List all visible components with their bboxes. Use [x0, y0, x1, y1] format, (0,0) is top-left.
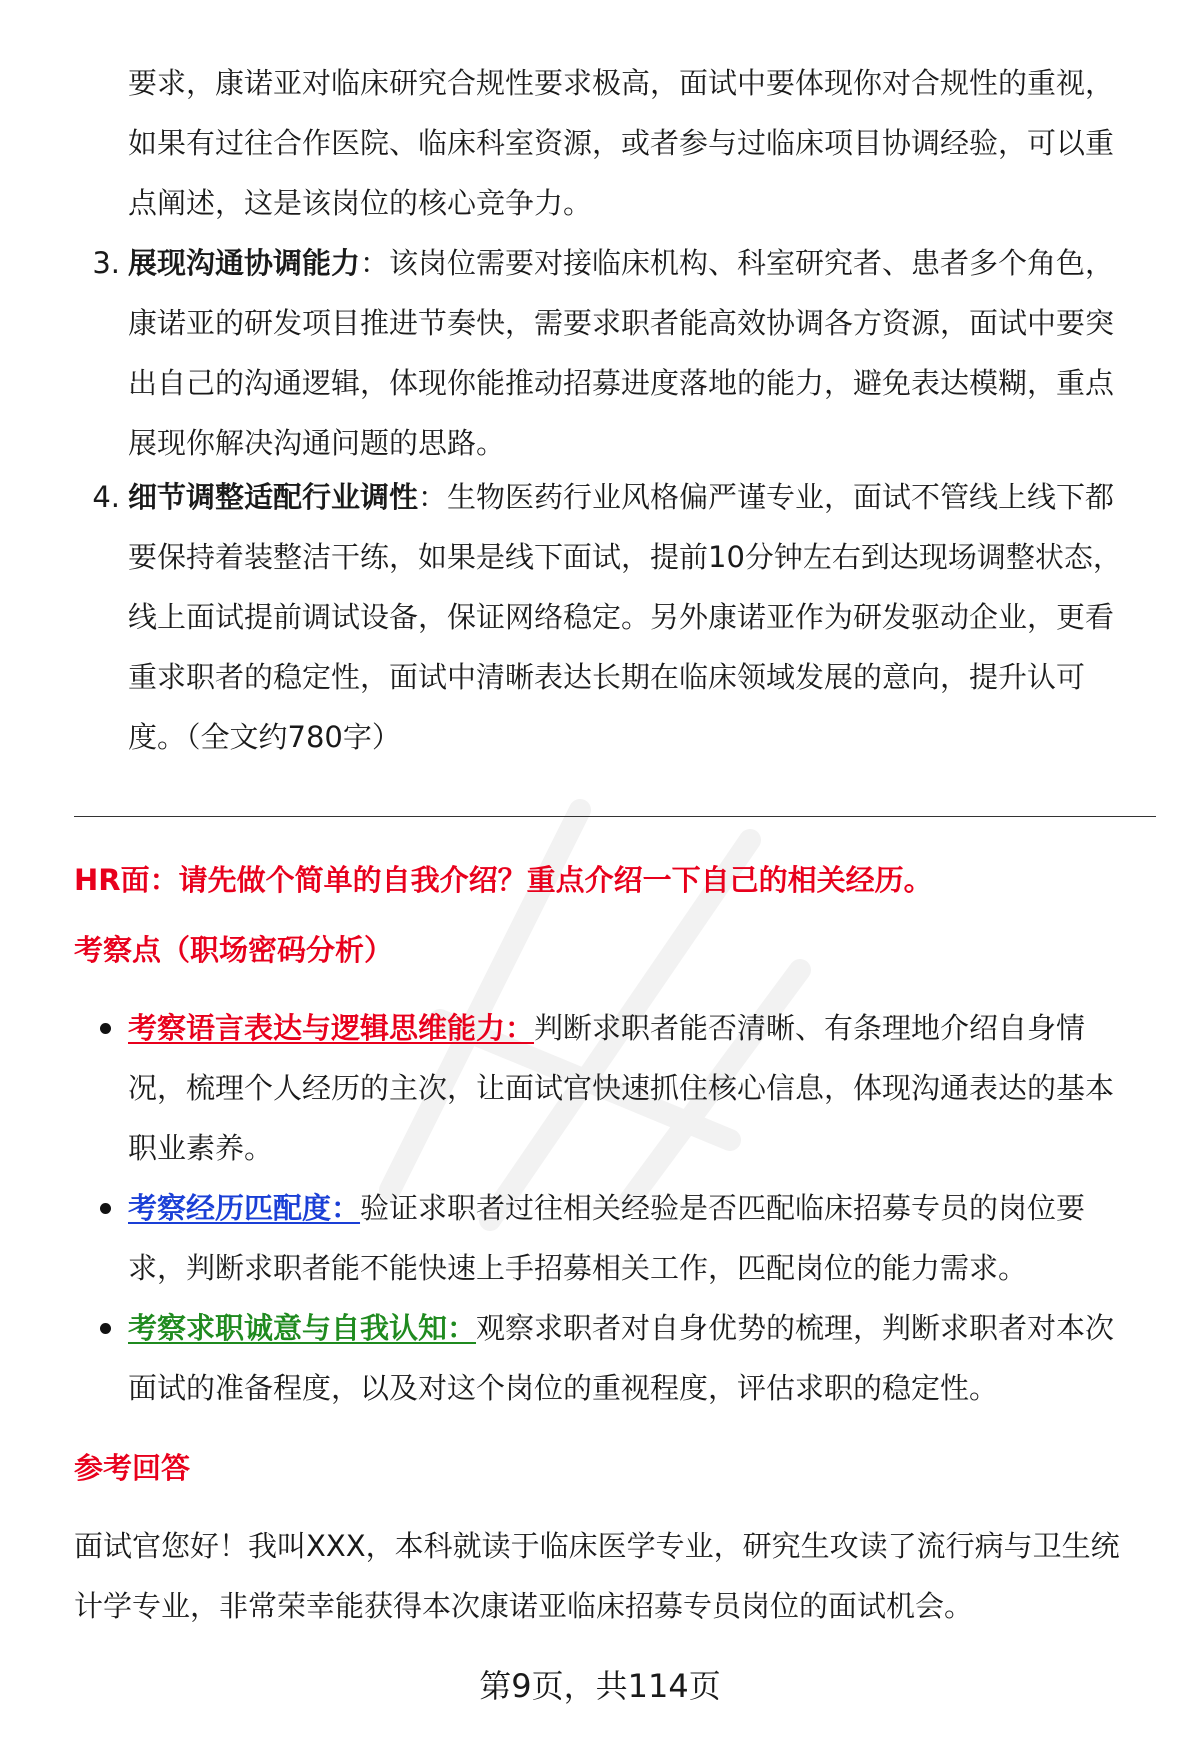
text-line: 要求，康诺亚对临床研究合规性要求极高，面试中要体现你对合规性的重视，: [128, 66, 1115, 100]
bullet-label: 考察语言表达与逻辑思维能力：: [128, 1011, 535, 1045]
text-line: 康诺亚的研发项目推进节奏快，需要求职者能高效协调各方资源，面试中要突: [128, 306, 1115, 340]
text-line: 要保持着装整洁干练，如果是线下面试，提前10分钟左右到达现场调整状态，: [128, 540, 1122, 574]
text-line: 重求职者的稳定性，面试中清晰表达长期在临床领域发展的意向，提升认可: [128, 660, 1086, 694]
bullet-dot-icon: [100, 1323, 111, 1334]
text-line: 求，判断求职者能不能快速上手招募相关工作，匹配岗位的能力需求。: [128, 1251, 1028, 1285]
reference-heading: 参考回答: [74, 1451, 191, 1485]
text-line: 面试官您好！我叫XXX，本科就读于临床医学专业，研究生攻读了流行病与卫生统: [74, 1529, 1120, 1563]
text-line: 职业素养。: [128, 1131, 274, 1165]
page-number: 第9页，共114页: [479, 1667, 721, 1705]
bullet-text: 观察求职者对自身优势的梳理，判断求职者对本次: [476, 1311, 1115, 1345]
text-line: 面试的准备程度，以及对这个岗位的重视程度，评估求职的稳定性。: [128, 1371, 999, 1405]
list-number: 4.: [92, 480, 120, 514]
text-line: [128, 233, 1148, 293]
hr-question-heading: HR面：请先做个简单的自我介绍？重点介绍一下自己的相关经历。: [74, 863, 933, 897]
bullet-dot-icon: [100, 1023, 111, 1034]
text-line: 出自己的沟通逻辑，体现你能推动招募进度落地的能力，避免表达模糊，重点: [128, 366, 1115, 400]
list-item-4: [92, 467, 1148, 767]
text-line: 线上面试提前调试设备，保证网络稳定。另外康诺亚作为研发驱动企业，更看: [128, 600, 1115, 634]
item-title: 细节调整适配行业调性: [128, 480, 419, 514]
analysis-heading: 考察点（职场密码分析）: [74, 933, 394, 967]
bullet-text: 验证求职者过往相关经验是否匹配临床招募专员的岗位要: [360, 1191, 1086, 1225]
analysis-bullet-1: [128, 998, 1148, 1178]
bullet-text: 判断求职者能否清晰、有条理地介绍自身情: [534, 1011, 1086, 1045]
list-item-2-continuation: [128, 53, 1148, 233]
item-title: 展现沟通协调能力: [128, 246, 361, 280]
list-number: 3.: [92, 246, 120, 280]
text-line: 计学专业，非常荣幸能获得本次康诺亚临床招募专员岗位的面试机会。: [74, 1589, 974, 1623]
list-item-3: [92, 233, 1148, 473]
bullet-dot-icon: [100, 1203, 111, 1214]
analysis-bullet-3: [128, 1298, 1148, 1418]
text-line: 展现你解决沟通问题的思路。: [128, 426, 506, 460]
bullet-label: 考察求职诚意与自我认知：: [128, 1311, 477, 1345]
item-text: ：该岗位需要对接临床机构、科室研究者、患者多个角色，: [360, 246, 1115, 280]
item-text: ：生物医药行业风格偏严谨专业，面试不管线上线下都: [418, 480, 1115, 514]
reference-answer: [74, 1516, 1156, 1636]
text-line: 度。（全文约780字）: [128, 720, 401, 754]
analysis-bullet-2: [128, 1178, 1148, 1298]
section-divider: [74, 816, 1156, 817]
text-line: [128, 998, 1148, 1058]
text-line: [128, 1298, 1148, 1358]
text-line: 点阐述，这是该岗位的核心竞争力。: [128, 186, 593, 220]
bullet-label: 考察经历匹配度：: [128, 1191, 361, 1225]
text-line: 况，梳理个人经历的主次，让面试官快速抓住核心信息，体现沟通表达的基本: [128, 1071, 1115, 1105]
text-line: [128, 467, 1148, 527]
text-line: [128, 1178, 1148, 1238]
text-line: 如果有过往合作医院、临床科室资源，或者参与过临床项目协调经验，可以重: [128, 126, 1115, 160]
